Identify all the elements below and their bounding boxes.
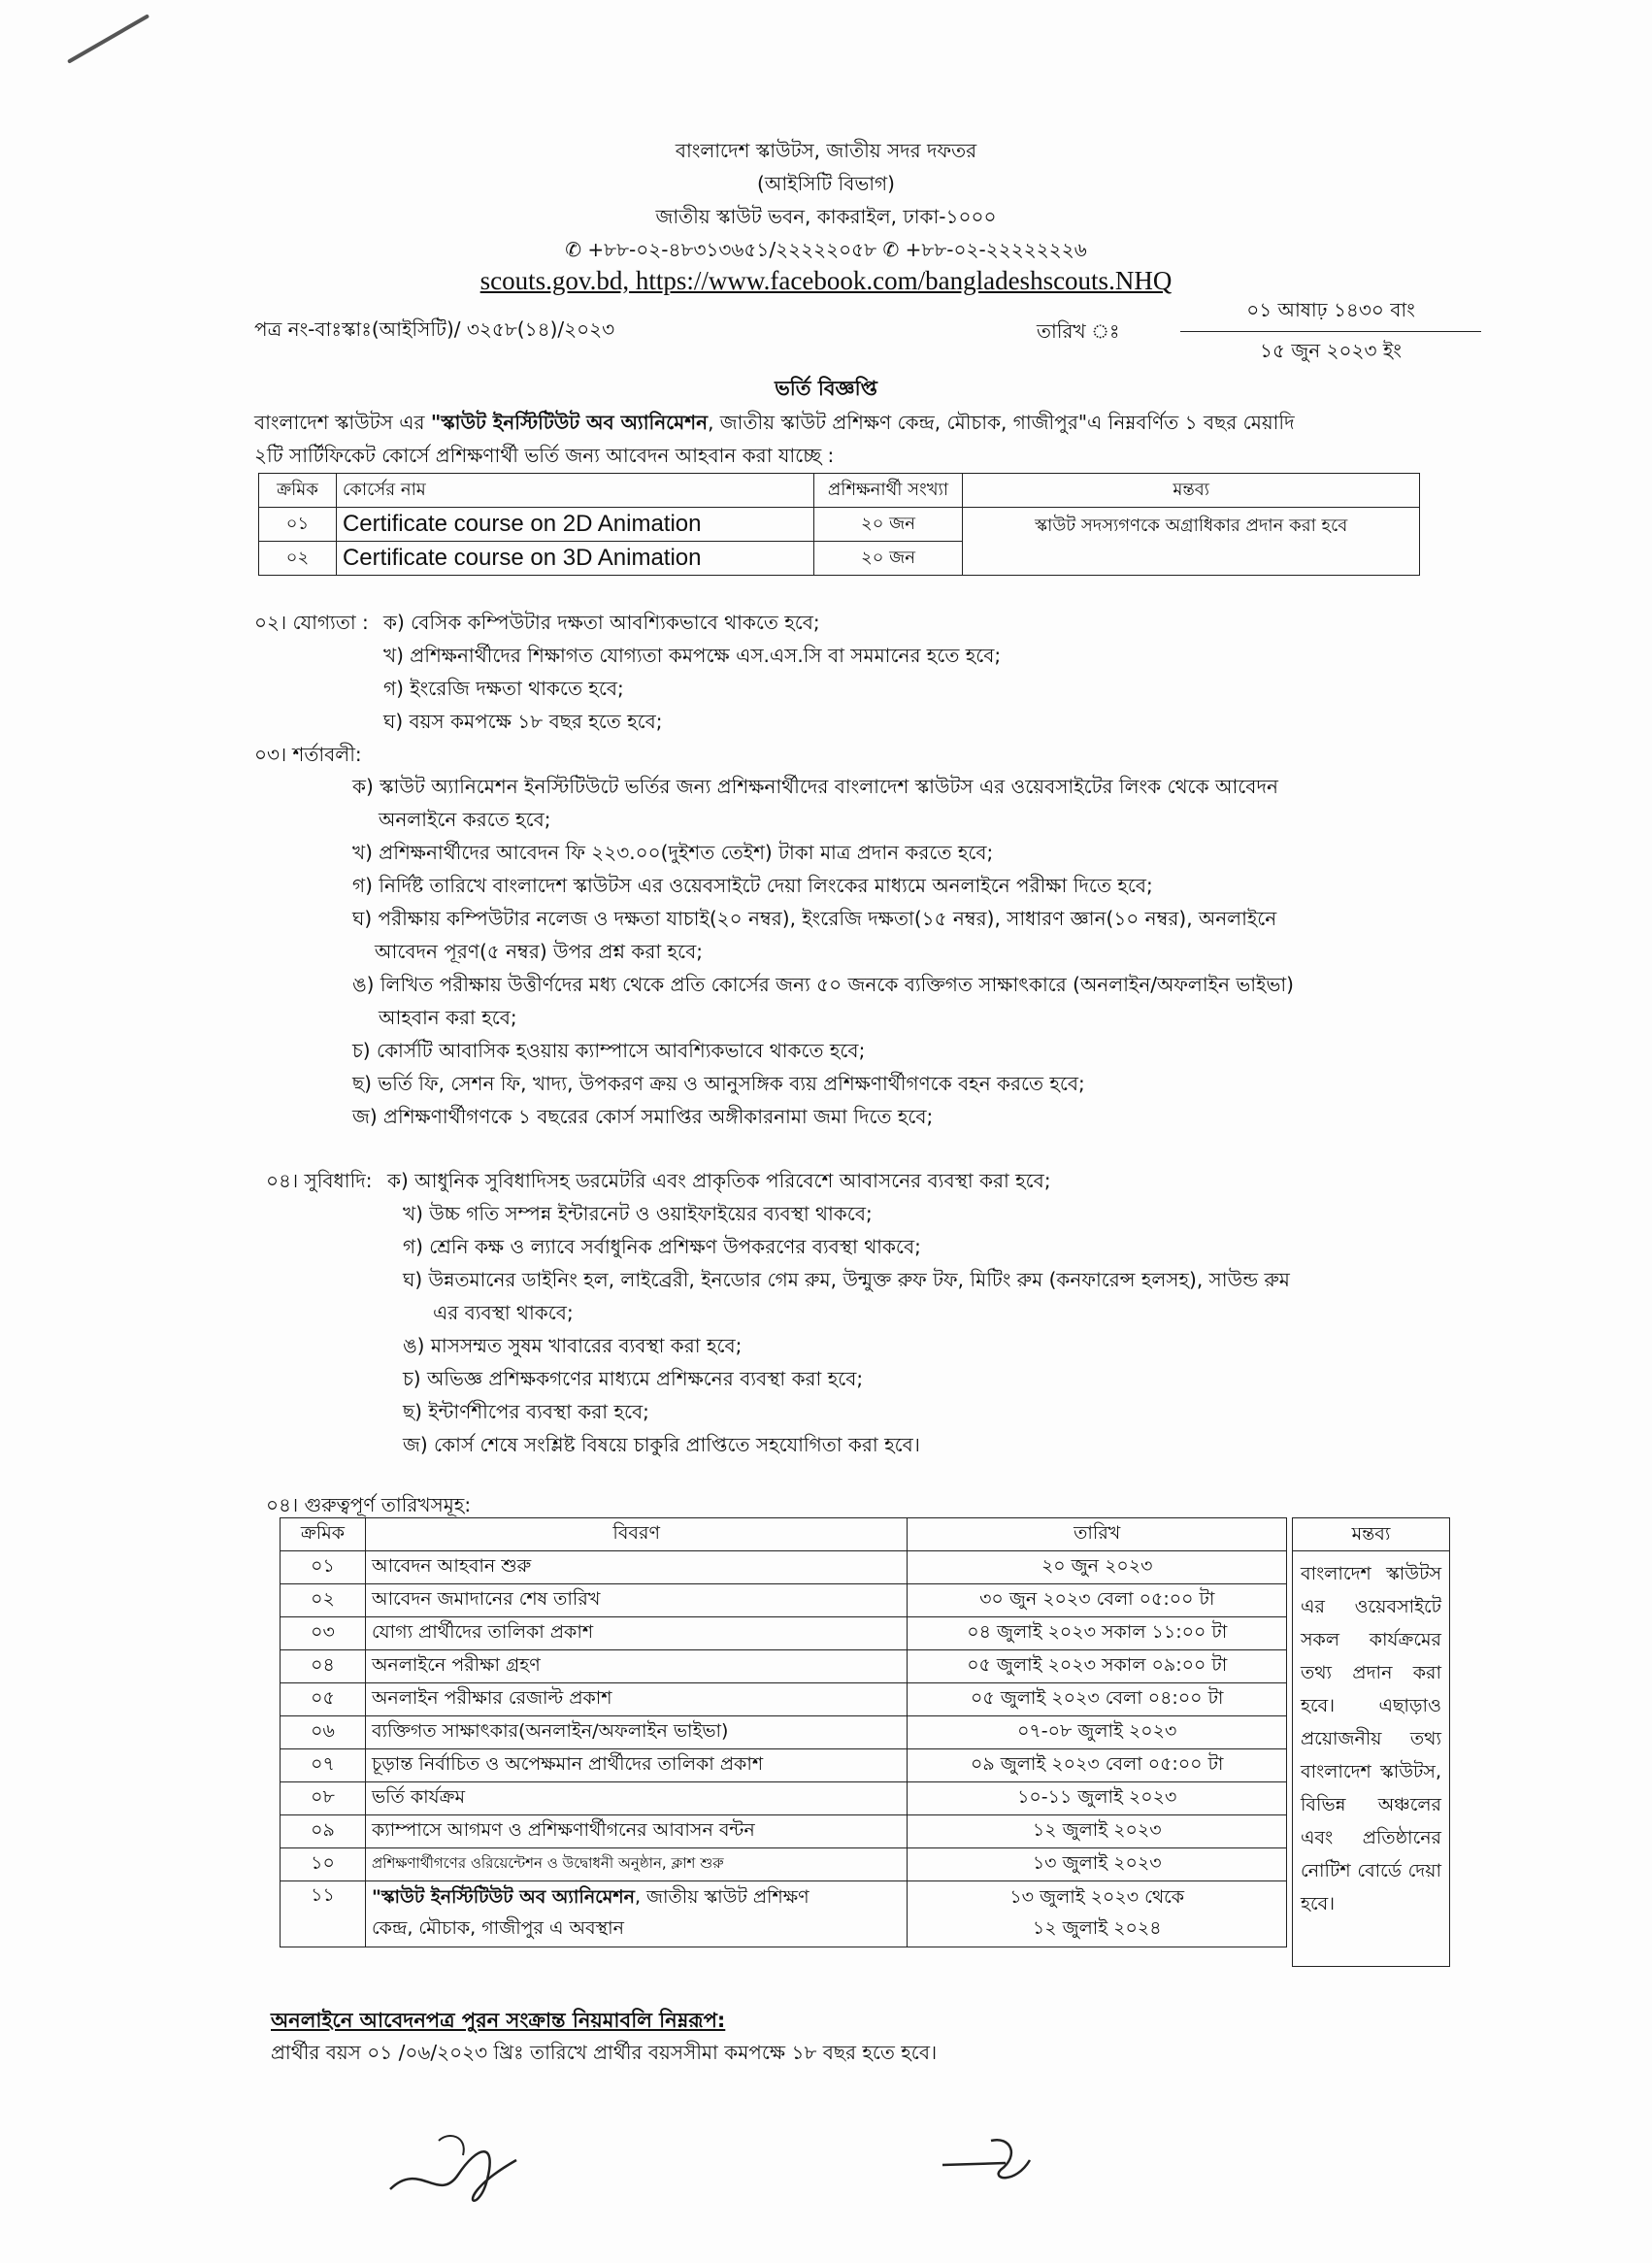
dates-remark-column: [1292, 1517, 1450, 1967]
eligibility-item: গ) ইংরেজি দক্ষতা থাকতে হবে;: [383, 677, 624, 700]
row-date: ১২ জুলাই ২০২৩: [908, 1815, 1287, 1848]
row-serial: ১০: [281, 1848, 366, 1881]
row-date: ০৯ জুলাই ২০২৩ বেলা ০৫:০০ টা: [908, 1749, 1287, 1782]
signature-right: [938, 2126, 1044, 2194]
remark-text: বাংলাদেশ স্কাউটস এর ওয়েবসাইটে সকল কার্যক্রমের তথ্য প্রদান করা হবে। এছাড়াও প্রয়োজনীয় তথ্য বাংলাদেশ স্কাউটস, বিভিন্ন অঞ্চলের এবং প্রতিষ্ঠানের নোটিশ বোর্ডে দেয়া হবে।: [1301, 1563, 1441, 1914]
col-remarks: মন্তব্য: [963, 474, 1420, 508]
footer-heading: অনলাইনে আবেদনপত্র পুরন সংক্রান্ত নিয়মাবলি নিম্নরূপ:: [271, 2009, 726, 2032]
row-date: ১৩ জুলাই ২০২৩: [908, 1848, 1287, 1881]
facility-line: চ) অভিজ্ঞ প্রশিক্ষকগণের মাধ্যমে প্রশিক্ষনের ব্যবস্থা করা হবে;: [403, 1367, 864, 1390]
row-serial: ০৫: [281, 1683, 366, 1716]
condition-line: ঙ) লিখিত পরীক্ষায় উত্তীর্ণদের মধ্য থেকে প্রতি কোর্সের জন্য ৫০ জনকে ব্যক্তিগত সাক্ষাৎকারে (অনলাইন/অফলাইন ভাইভা): [352, 973, 1294, 996]
course-serial: ০১: [259, 508, 337, 542]
eligibility-item: ক) বেসিক কম্পিউটার দক্ষতা আবশ্যিকভাবে থাকতে হবে;: [383, 611, 820, 634]
condition-line: গ) নির্দিষ্ট তারিখে বাংলাদেশ স্কাউটস এর ওয়েবসাইটে দেয়া লিংকের মাধ্যমে অনলাইনে পরীক্ষা দিতে হবে;: [352, 874, 1153, 897]
row-serial: ০১: [281, 1551, 366, 1584]
row-date: ১০-১১ জুলাই ২০২৩: [908, 1782, 1287, 1815]
row-serial: ১১: [281, 1881, 366, 1947]
course-name: Certificate course on 2D Animation: [336, 508, 813, 542]
intro-institute: "স্কাউট ইনস্টিটিউট অব অ্যানিমেশন: [430, 411, 709, 434]
row-description: ব্যক্তিগত সাক্ষাৎকার(অনলাইন/অফলাইন ভাইভা): [365, 1716, 907, 1749]
facility-line: ঘ) উন্নতমানের ডাইনিং হল, লাইব্রেরী, ইনডোর গেম রুম, উন্মুক্ত রুফ টফ, মিটিং রুম (কনফারেন্স হলসহ), সাউন্ড রুম: [403, 1268, 1290, 1291]
table-row: [281, 1848, 1287, 1881]
footer-text: প্রার্থীর বয়স ০১ /০৬/২০২৩ খ্রিঃ তারিখে প্রার্থীর বয়সসীমা কমপক্ষে ১৮ বছর হতে হবে।: [271, 2041, 938, 2064]
table-row: [281, 1815, 1287, 1848]
row-description: অনলাইনে পরীক্ষা গ্রহণ: [365, 1650, 907, 1683]
facilities-heading: ০৪। সুবিধাদি:: [266, 1169, 373, 1192]
table-row: [281, 1749, 1287, 1782]
eligibility-item: ঘ) বয়স কমপক্ষে ১৮ বছর হতে হবে;: [383, 710, 663, 733]
table-row: [281, 1551, 1287, 1584]
col-date: তারিখ: [908, 1518, 1287, 1551]
row-date: [908, 1881, 1287, 1947]
col-trainee-count: প্রশিক্ষনার্থী সংখ্যা: [813, 474, 963, 508]
facility-line: ছ) ইন্টার্ণশীপের ব্যবস্থা করা হবে;: [403, 1400, 649, 1423]
course-serial: ০২: [259, 542, 337, 576]
row-date: ০৫ জুলাই ২০২৩ বেলা ০৪:০০ টা: [908, 1683, 1287, 1716]
row-description: আবেদন আহবান শুরু: [365, 1551, 907, 1584]
notice-title: ভর্তি বিজ্ঞপ্তি: [775, 377, 877, 400]
facility-line: খ) উচ্চ গতি সম্পন্ন ইন্টারনেট ও ওয়াইফাইয়ের ব্যবস্থা থাকবে;: [403, 1202, 873, 1225]
website-links[interactable]: scouts.gov.bd, https://www.facebook.com/bangladeshscouts.NHQ: [479, 266, 1173, 295]
condition-line: ক) স্কাউট অ্যানিমেশন ইনস্টিটিউটে ভর্তির জন্য প্রশিক্ষনার্থীদের বাংলাদেশ স্কাউটস এর ওয়েবসাইটের লিংক থেকে আবেদন: [352, 775, 1278, 798]
org-name: বাংলাদেশ স্কাউটস, জাতীয় সদর দফতর: [675, 139, 977, 162]
course-count: ২০ জন: [813, 542, 963, 576]
signature-left: [380, 2121, 526, 2209]
row-serial: ০২: [281, 1584, 366, 1617]
intro-paragraph: [254, 406, 1419, 472]
condition-line: জ) প্রশিক্ষণার্থীগণকে ১ বছরের কোর্স সমাপ্তির অঙ্গীকারনামা জমা দিতে হবে;: [352, 1105, 934, 1128]
row-serial: ০৮: [281, 1782, 366, 1815]
date-bangla: ০১ আষাঢ় ১৪৩০ বাং: [1246, 298, 1415, 321]
facility-line: জ) কোর্স শেষে সংশ্লিষ্ট বিষয়ে চাকুরি প্রাপ্তিতে সহযোগিতা করা হবে।: [403, 1433, 920, 1456]
col-serial: ক্রমিক: [259, 474, 337, 508]
table-row: [281, 1683, 1287, 1716]
row-date-line1: ১৩ জুলাই ২০২৩ থেকে: [1009, 1885, 1185, 1908]
date-divider: [1180, 331, 1481, 332]
address: জাতীয় স্কাউট ভবন, কাকরাইল, ঢাকা-১০০০: [655, 205, 997, 228]
table-row: [281, 1650, 1287, 1683]
row-description: প্রশিক্ষণার্থীগণের ওরিয়েন্টেশন ও উদ্বোধনী অনুষ্ঠান, ক্লাশ শুরু: [365, 1848, 907, 1881]
row-date-line2: ১২ জুলাই ২০২৪: [1032, 1916, 1162, 1939]
condition-line: আবেদন পূরণ(৫ নম্বর) উপর প্রশ্ন করা হবে;: [375, 940, 703, 963]
course-table: [258, 473, 1420, 576]
condition-line: ঘ) পরীক্ষায় কম্পিউটার নলেজ ও দক্ষতা যাচাই(২০ নম্বর), ইংরেজি দক্ষতা(১৫ নম্বর), সাধারণ জ্ঞান(১০ নম্বর), অনলাইনে: [352, 907, 1277, 930]
row-serial: ০৭: [281, 1749, 366, 1782]
condition-line: ছ) ভর্তি ফি, সেশন ফি, খাদ্য, উপকরণ ক্রয় ও আনুসঙ্গিক ব্যয় প্রশিক্ষণার্থীগণকে বহন করতে হবে;: [352, 1072, 1085, 1095]
row-desc-rest: , জাতীয় স্কাউট প্রশিক্ষণ: [634, 1885, 809, 1908]
table-row: [281, 1617, 1287, 1650]
row-date: ২০ জুন ২০২৩: [908, 1551, 1287, 1584]
dates-heading: ০৪। গুরুত্বপূর্ণ তারিখসমূহ:: [266, 1493, 472, 1516]
facility-line: ঙ) মাসসম্মত সুষম খাবারের ব্যবস্থা করা হবে;: [403, 1334, 743, 1357]
row-description: যোগ্য প্রার্থীদের তালিকা প্রকাশ: [365, 1617, 907, 1650]
condition-line: আহবান করা হবে;: [379, 1006, 517, 1029]
condition-line: চ) কোর্সটি আবাসিক হওয়ায় ক্যাম্পাসে আবশ্যিকভাবে থাকতে হবে;: [352, 1039, 866, 1062]
dates-table-header: [281, 1518, 1287, 1551]
reference-number: পত্র নং-বাঃস্কাঃ(আইসিটি)/ ৩২৫৮(১৪)/২০২৩: [254, 317, 615, 341]
remark-header: মন্তব্য: [1293, 1518, 1449, 1551]
row-serial: ০৬: [281, 1716, 366, 1749]
course-name: Certificate course on 3D Animation: [336, 542, 813, 576]
intro-line2: ২টি সার্টিফিকেট কোর্সে প্রশিক্ষণার্থী ভর্তি জন্য আবেদন আহবান করা যাচ্ছে :: [254, 444, 835, 467]
row-description: অনলাইন পরীক্ষার রেজাল্ট প্রকাশ: [365, 1683, 907, 1716]
row-date: ০৭-০৮ জুলাই ২০২৩: [908, 1716, 1287, 1749]
date-english: ১৫ জুন ২০২৩ ইং: [1260, 339, 1402, 362]
website-line: [0, 264, 1652, 299]
table-row: [281, 1584, 1287, 1617]
row-serial: ০৪: [281, 1650, 366, 1683]
row-description: ক্যাম্পাসে আগমণ ও প্রশিক্ষণার্থীগনের আবাসন বন্টন: [365, 1815, 907, 1848]
intro-rest: , জাতীয় স্কাউট প্রশিক্ষণ কেন্দ্র, মৌচাক, গাজীপুর"এ নিম্নবর্ণিত ১ বছর মেয়াদি: [708, 411, 1295, 434]
row-description: আবেদন জমাদানের শেষ তারিখ: [365, 1584, 907, 1617]
phone-numbers: ✆ +৮৮-০২-৪৮৩১৩৬৫১/২২২২২০৫৮ ✆ +৮৮-০২-২২২২২২২৬: [565, 238, 1087, 261]
row-serial: ০৩: [281, 1617, 366, 1650]
facility-line: ক) আধুনিক সুবিধাদিসহ ডরমেটরি এবং প্রাকৃতিক পরিবেশে আবাসনের ব্যবস্থা করা হবে;: [387, 1169, 1051, 1192]
row-date: ০৫ জুলাই ২০২৩ সকাল ০৯:০০ টা: [908, 1650, 1287, 1683]
course-remark: স্কাউট সদস্যগণকে অগ্রাধিকার প্রদান করা হবে: [963, 508, 1420, 576]
conditions-heading: ০৩। শর্তাবলী:: [254, 743, 362, 766]
course-table-header: [259, 474, 1420, 508]
course-count: ২০ জন: [813, 508, 963, 542]
dept-name: (আইসিটি বিভাগ): [757, 172, 895, 195]
row-desc-line2: কেন্দ্র, মৌচাক, গাজীপুর এ অবস্থান: [371, 1916, 624, 1939]
condition-line: অনলাইনে করতে হবে;: [379, 808, 551, 831]
row-institute: "স্কাউট ইনস্টিটিউট অব অ্যানিমেশন: [371, 1885, 635, 1908]
row-date: ৩০ জুন ২০২৩ বেলা ০৫:০০ টা: [908, 1584, 1287, 1617]
table-row: [281, 1716, 1287, 1749]
facility-line: এর ব্যবস্থা থাকবে;: [433, 1301, 574, 1324]
facility-line: গ) শ্রেনি কক্ষ ও ল্যাবে সর্বাধুনিক প্রশিক্ষণ উপকরণের ব্যবস্থা থাকবে;: [403, 1235, 921, 1258]
table-row: [259, 508, 1420, 542]
table-row: [281, 1881, 1287, 1947]
col-description: বিবরণ: [365, 1518, 907, 1551]
row-description: চূড়ান্ত নির্বাচিত ও অপেক্ষমান প্রার্থীদের তালিকা প্রকাশ: [365, 1749, 907, 1782]
intro-prefix: বাংলাদেশ স্কাউটস এর: [254, 411, 431, 434]
pen-mark: [67, 14, 149, 63]
row-date: ০৪ জুলাই ২০২৩ সকাল ১১:০০ টা: [908, 1617, 1287, 1650]
date-label: তারিখ ঃ: [1037, 319, 1120, 343]
dates-table: [280, 1517, 1287, 1947]
eligibility-heading: ০২। যোগ্যতা :: [254, 611, 369, 634]
condition-line: খ) প্রশিক্ষনার্থীদের আবেদন ফি ২২৩.০০(দুইশত তেইশ) টাকা মাত্র প্রদান করতে হবে;: [352, 841, 994, 864]
table-row: [281, 1782, 1287, 1815]
row-serial: ০৯: [281, 1815, 366, 1848]
eligibility-item: খ) প্রশিক্ষনার্থীদের শিক্ষাগত যোগ্যতা কমপক্ষে এস.এস.সি বা সমমানের হতে হবে;: [383, 644, 1002, 667]
row-description: ভর্তি কার্যক্রম: [365, 1782, 907, 1815]
col-serial: ক্রমিক: [281, 1518, 366, 1551]
row-description: [365, 1881, 907, 1947]
col-course-name: কোর্সের নাম: [336, 474, 813, 508]
